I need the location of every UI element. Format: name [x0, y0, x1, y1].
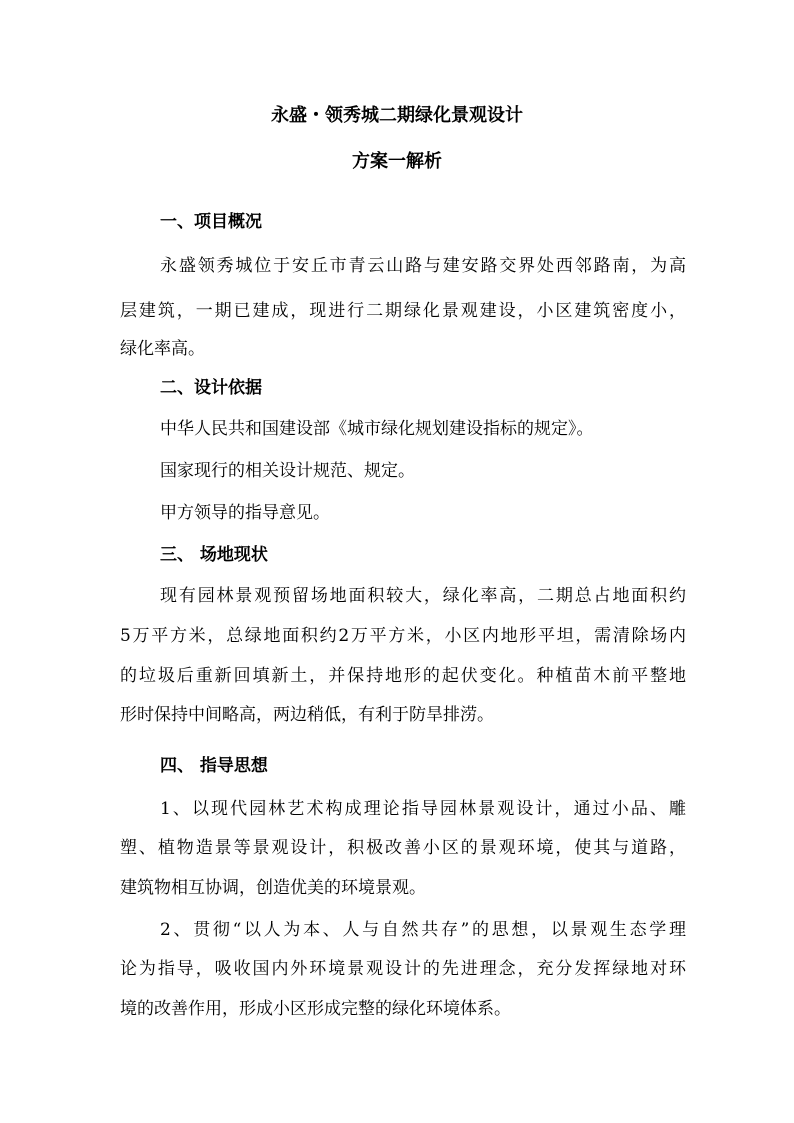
document-subtitle: 方案一解析 [352, 151, 442, 172]
paragraph-line: 塑、植物造景等景观设计，积极改善小区的景观环境，使其与道路， [120, 838, 686, 858]
paragraph-line: 境的改善作用，形成小区形成完整的绿化环境体系。 [120, 999, 511, 1019]
paragraph-line: 层建筑，一期已建成，现进行二期绿化景观建设，小区建筑密度小， [120, 301, 686, 321]
section-heading-basis: 二、设计依据 [160, 378, 262, 398]
section-heading-overview: 一、项目概况 [160, 212, 262, 232]
paragraph-line: 2、贯彻“以人为本、人与自然共存”的思想，以景观生态学理 [160, 920, 686, 940]
paragraph-line: 绿化率高。 [120, 339, 205, 359]
paragraph-line: 论为指导，吸收国内外环境景观设计的先进理念，充分发挥绿地对环 [120, 959, 686, 979]
paragraph-line: 5万平方米，总绿地面积约2万平方米，小区内地形平坦，需清除场内 [120, 626, 686, 646]
document-title: 永盛・领秀城二期绿化景观设计 [271, 105, 523, 126]
paragraph-line: 永盛领秀城位于安丘市青云山路与建安路交界处西邻路南，为高 [160, 256, 686, 276]
paragraph-line: 中华人民共和国建设部《城市绿化规划建设指标的规定》。 [160, 419, 594, 439]
paragraph-line: 甲方领导的指导意见。 [160, 503, 330, 523]
section-heading-site: 三、 场地现状 [160, 545, 268, 565]
paragraph-line: 的垃圾后重新回填新土，并保持地形的起伏变化。种植苗木前平整地 [120, 666, 686, 686]
paragraph-line: 国家现行的相关设计规范、规定。 [160, 461, 415, 481]
paragraph-line: 形时保持中间略高，两边稍低，有利于防旱排涝。 [120, 705, 494, 725]
section-heading-guideline: 四、 指导思想 [160, 756, 268, 776]
paragraph-line: 1、以现代园林艺术构成理论指导园林景观设计，通过小品、雕 [160, 799, 686, 819]
paragraph-line: 建筑物相互协调，创造优美的环境景观。 [120, 878, 426, 898]
paragraph-line: 现有园林景观预留场地面积较大，绿化率高，二期总占地面积约 [160, 586, 686, 606]
